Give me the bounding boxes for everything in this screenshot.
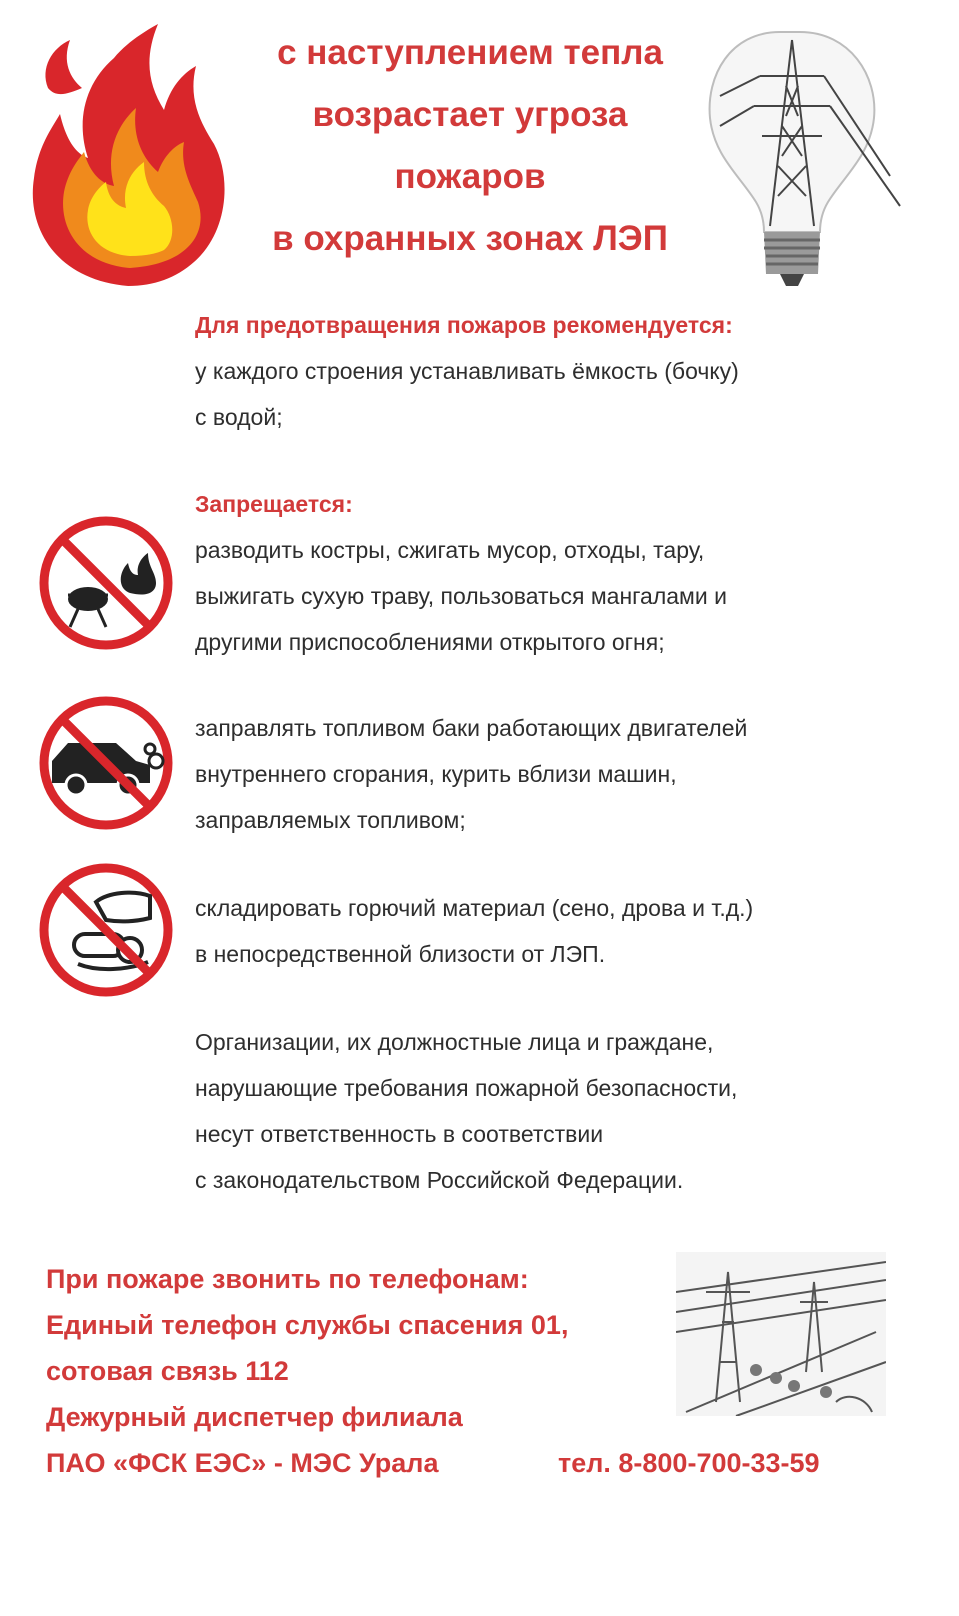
title-line: с наступлением тепла [277, 33, 663, 72]
liability-line: нарушающие требования пожарной безопасности, [195, 1075, 738, 1101]
emergency-contacts [46, 1256, 946, 1486]
footer-line: При пожаре звонить по телефонам: [46, 1264, 529, 1294]
prohibited-line: заправляемых топливом; [195, 807, 466, 833]
prohibited-section [195, 481, 895, 527]
no-bonfire-grill-icon [38, 515, 174, 651]
prevention-line: с водой; [195, 404, 283, 430]
prohibited-item [195, 705, 895, 843]
lightbulb-pylon-icon [700, 26, 910, 288]
prevention-line: у каждого строения устанавливать ёмкость (бочку) [195, 358, 739, 384]
liability-line: Организации, их должностные лица и граждане, [195, 1029, 714, 1055]
prohibited-item [195, 885, 895, 977]
liability-line: с законодательством Российской Федерации. [195, 1167, 684, 1193]
prohibited-line: внутреннего сгорания, курить вблизи машин, [195, 761, 677, 787]
liability-section [195, 1019, 895, 1203]
liability-line: несут ответственность в соответствии [195, 1121, 604, 1147]
prohibited-line: складировать горючий материал (сено, дрова и т.д.) [195, 895, 754, 921]
no-storing-combustibles-icon [38, 862, 174, 998]
prevention-heading: Для предотвращения пожаров рекомендуется: [195, 312, 733, 338]
org-name: ПАО «ФСК ЕЭС» - МЭС Урала [46, 1448, 439, 1478]
prohibited-line: разводить костры, сжигать мусор, отходы, тару, [195, 537, 705, 563]
footer-line: сотовая связь 112 [46, 1356, 289, 1386]
no-car-refuel-icon [38, 695, 174, 831]
title-line: пожаров [394, 157, 546, 196]
prevention-section [195, 302, 895, 440]
title-line: в охранных зонах ЛЭП [272, 219, 668, 258]
footer-line: Единый телефон службы спасения 01, [46, 1310, 569, 1340]
prohibited-line: выжигать сухую траву, пользоваться мангалами и [195, 583, 727, 609]
dispatcher-phone: тел. 8-800-700-33-59 [558, 1448, 820, 1478]
page-title [180, 22, 760, 270]
prohibited-item [195, 527, 895, 665]
title-line: возрастает угроза [312, 95, 628, 134]
prohibited-heading: Запрещается: [195, 491, 353, 517]
prohibited-line: заправлять топливом баки работающих двигателей [195, 715, 748, 741]
footer-line: Дежурный диспетчер филиала [46, 1402, 463, 1432]
prohibited-line: в непосредственной близости от ЛЭП. [195, 941, 606, 967]
prohibited-line: другими приспособлениями открытого огня; [195, 629, 665, 655]
